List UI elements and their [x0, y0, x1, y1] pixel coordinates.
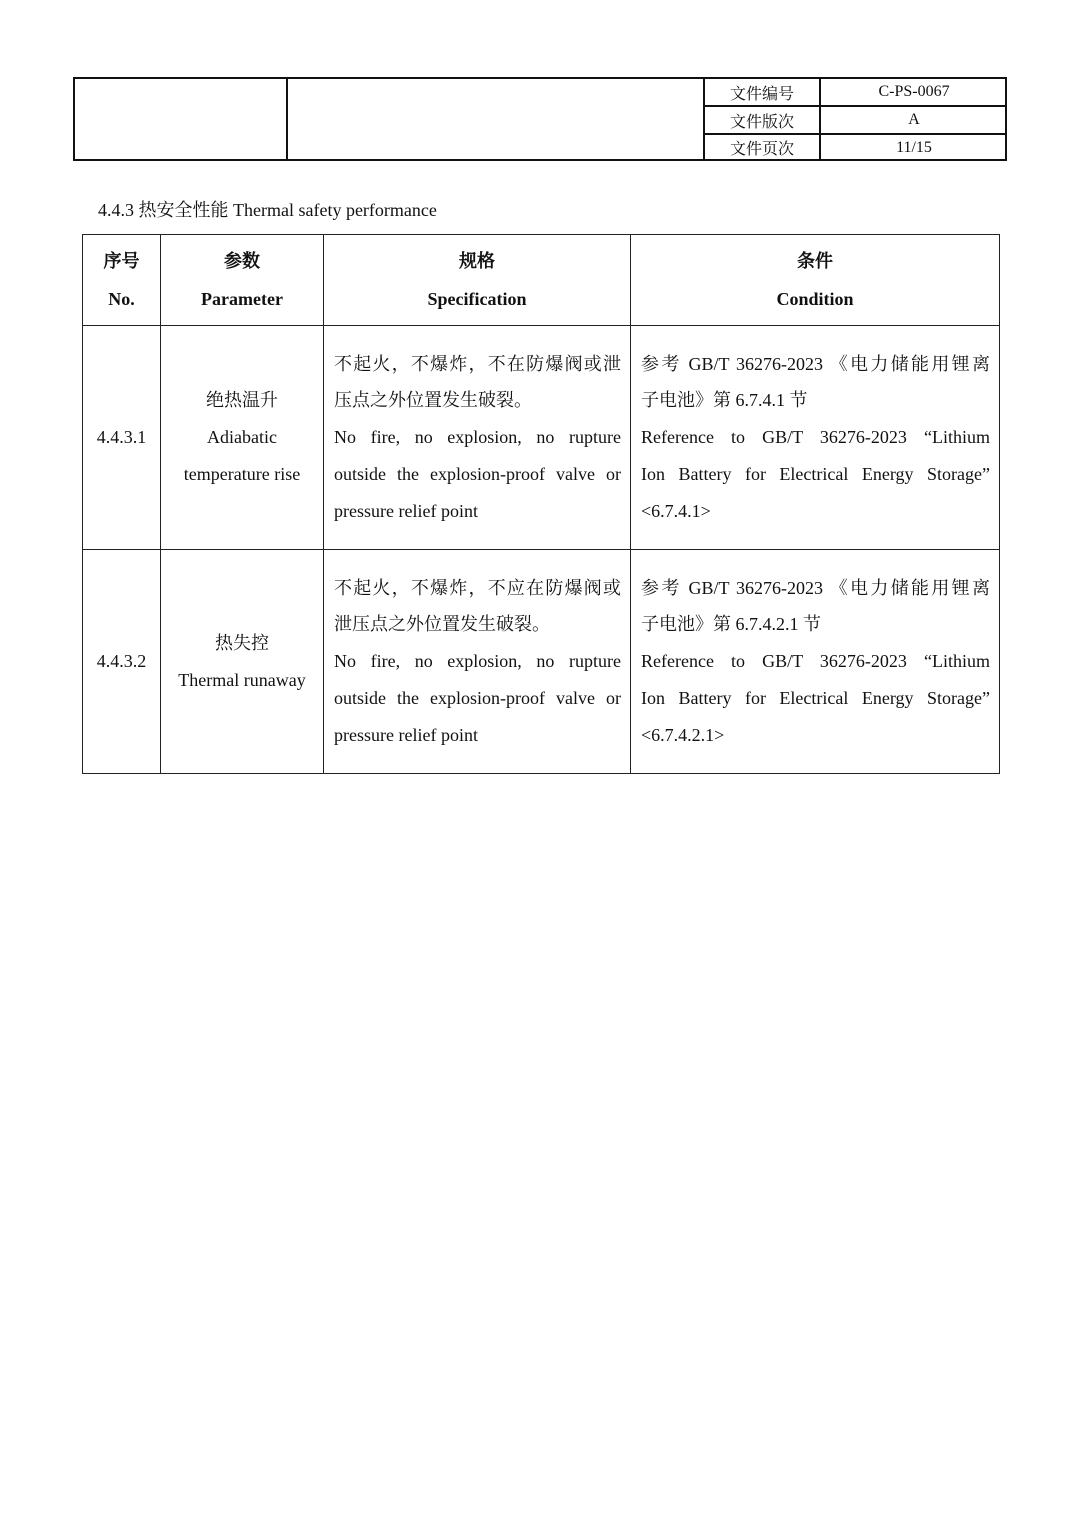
- spec-line: 泄压点之外位置发生破裂。: [334, 614, 550, 635]
- section-title: 4.4.3 热安全性能 Thermal safety performance: [98, 200, 437, 220]
- condition-line: Reference to GB/T 36276-2023 “Lithium: [641, 651, 990, 672]
- parameter-en: Thermal runaway: [178, 669, 306, 690]
- spec-line: 不起火，不爆炸，不在防爆阀或泄: [334, 353, 621, 374]
- document-header: [73, 77, 1007, 161]
- spec-line: pressure relief point: [334, 500, 478, 521]
- header-no-en: No.: [108, 289, 135, 309]
- table-row: [83, 326, 1000, 550]
- condition-line: 子电池》第 6.7.4.1 节: [641, 390, 808, 411]
- spec-line: No fire, no explosion, no rupture: [334, 651, 621, 672]
- header-specification-zh: 规格: [459, 251, 495, 271]
- spec-line: 压点之外位置发生破裂。: [334, 390, 532, 411]
- doc-no-value: C-PS-0067: [878, 83, 950, 100]
- condition-line: Ion Battery for Electrical Energy Storage”: [641, 687, 990, 708]
- parameter-zh: 热失控: [215, 632, 269, 653]
- header-no-zh: 序号: [103, 251, 140, 271]
- spec-line: 不起火，不爆炸，不应在防爆阀或: [334, 577, 621, 598]
- spec-line: outside the explosion-proof valve or: [334, 463, 621, 484]
- condition-line: 参考 GB/T 36276-2023 《电力储能用锂离: [641, 577, 990, 598]
- header-condition-zh: 条件: [797, 251, 833, 271]
- row-parameter: [161, 550, 324, 774]
- header-specification-en: Specification: [427, 289, 527, 309]
- header-parameter: [161, 235, 324, 326]
- table-header-row: [83, 235, 1000, 326]
- header-specification: [324, 235, 631, 326]
- condition-line: Reference to GB/T 36276-2023 “Lithium: [641, 427, 990, 448]
- header-parameter-zh: 参数: [224, 251, 260, 271]
- header-divider: [286, 79, 288, 159]
- condition-line: Ion Battery for Electrical Energy Storage”: [641, 463, 990, 484]
- spec-line: pressure relief point: [334, 724, 478, 745]
- row-specification: [324, 550, 631, 774]
- parameter-en: temperature rise: [183, 464, 301, 484]
- version-value: A: [908, 111, 920, 128]
- row-number: 4.4.3.2: [83, 550, 161, 774]
- parameter-en: Adiabatic: [207, 427, 277, 447]
- page-value: 11/15: [896, 138, 932, 156]
- table-row: [83, 550, 1000, 774]
- row-condition: [631, 550, 1000, 774]
- header-condition-en: Condition: [776, 289, 854, 309]
- condition-line: <6.7.4.1>: [641, 500, 711, 521]
- thermal-safety-table: [82, 234, 1000, 774]
- spec-line: outside the explosion-proof valve or: [334, 687, 621, 708]
- version-label: 文件版次: [729, 113, 794, 131]
- condition-line: 参考 GB/T 36276-2023 《电力储能用锂离: [641, 353, 990, 374]
- header-condition: [631, 235, 1000, 326]
- row-specification: [324, 326, 631, 550]
- row-parameter: [161, 326, 324, 550]
- condition-line: 子电池》第 6.7.4.2.1 节: [641, 614, 821, 635]
- parameter-zh: 绝热温升: [206, 390, 278, 410]
- doc-no-label: 文件编号: [729, 85, 794, 103]
- row-condition: [631, 326, 1000, 550]
- row-number: 4.4.3.1: [83, 326, 161, 550]
- condition-line: <6.7.4.2.1>: [641, 724, 725, 745]
- spec-line: No fire, no explosion, no rupture: [334, 427, 621, 448]
- header-no: [83, 235, 161, 326]
- header-parameter-en: Parameter: [201, 289, 283, 309]
- page-label: 文件页次: [729, 141, 794, 158]
